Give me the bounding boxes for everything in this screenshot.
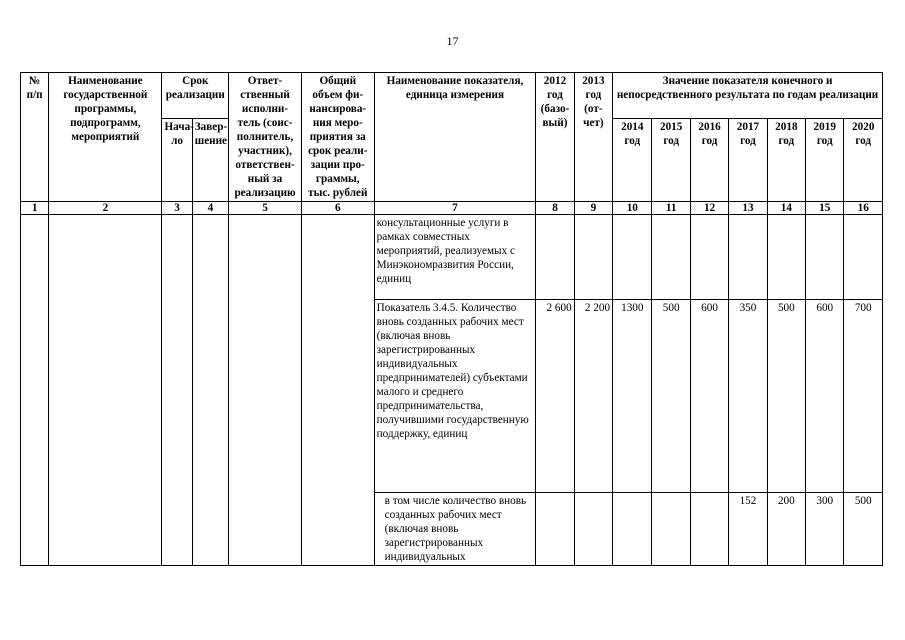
column-number: 3 (162, 202, 192, 215)
header-year-2017: 2017 год (729, 119, 767, 202)
header-responsible: Ответ-ственный исполни-тель (соис-полнитель, участник), ответствен-ный за реализацию (229, 73, 302, 202)
table-row (21, 215, 883, 300)
column-number: 15 (806, 202, 844, 215)
cell-value: 700 (844, 300, 883, 493)
cell-2012 (536, 215, 574, 300)
cell-num (21, 215, 49, 566)
column-number: 8 (536, 202, 574, 215)
cell-2013 (574, 215, 612, 300)
column-number: 12 (690, 202, 728, 215)
header-year-2018: 2018 год (767, 119, 805, 202)
cell-value (767, 215, 805, 300)
header-funding: Общий объем фи-нансирова-ния меро-приятия за срок реали-зации про-граммы, тыс. рублей (301, 73, 374, 202)
cell-value: 1300 (613, 300, 652, 493)
cell-2013 (574, 493, 612, 566)
cell-value: 200 (767, 493, 805, 566)
cell-value (613, 215, 652, 300)
cell-end (192, 215, 228, 566)
cell-value: 500 (767, 300, 805, 493)
column-number: 13 (729, 202, 767, 215)
cell-value (652, 215, 690, 300)
column-number: 1 (21, 202, 49, 215)
column-number: 9 (574, 202, 612, 215)
cell-value: 600 (690, 300, 728, 493)
cell-value: 600 (806, 300, 844, 493)
cell-value: 152 (729, 493, 767, 566)
cell-start (162, 215, 192, 566)
cell-2012 (536, 493, 574, 566)
cell-value: 300 (806, 493, 844, 566)
cell-program (49, 215, 162, 566)
header-end: Завер-шение (192, 119, 228, 202)
cell-value: 500 (652, 300, 690, 493)
column-number-row (21, 202, 883, 215)
column-number: 11 (652, 202, 690, 215)
cell-indicator: Показатель 3.4.5. Количество вновь созданных рабочих мест (включая вновь зарегистрированных индивидуальных предпринимателей) субъектами малого и среднего предпринимательства, получившими государственную поддержку, единиц (374, 300, 536, 493)
indicator-table (20, 72, 883, 566)
cell-value: 350 (729, 300, 767, 493)
cell-value (806, 215, 844, 300)
column-number: 6 (301, 202, 374, 215)
header-year-2019: 2019 год (806, 119, 844, 202)
cell-value (690, 215, 728, 300)
cell-value (729, 215, 767, 300)
header-year-2016: 2016 год (690, 119, 728, 202)
header-num: № п/п (21, 73, 49, 202)
cell-value (613, 493, 652, 566)
cell-2013: 2 200 (574, 300, 612, 493)
header-2012: 2012 год (базо-вый) (536, 73, 574, 202)
header-year-2020: 2020 год (844, 119, 883, 202)
column-number: 10 (613, 202, 652, 215)
header-term: Срок реализации (162, 73, 229, 119)
cell-responsible (229, 215, 302, 566)
header-year-2015: 2015 год (652, 119, 690, 202)
header-start: Нача-ло (162, 119, 192, 202)
cell-value: 500 (844, 493, 883, 566)
header-values: Значение показателя конечного и непосредственного результата по годам реализации (613, 73, 883, 119)
cell-2012: 2 600 (536, 300, 574, 493)
cell-value (652, 493, 690, 566)
column-number: 4 (192, 202, 228, 215)
page-number: 17 (446, 34, 459, 48)
column-number: 16 (844, 202, 883, 215)
column-number: 14 (767, 202, 805, 215)
cell-funding (301, 215, 374, 566)
header-indicator: Наименование показателя, единица измерения (374, 73, 536, 202)
header-year-2014: 2014 год (613, 119, 652, 202)
column-number: 7 (374, 202, 536, 215)
cell-indicator: консультационные услуги в рамках совместных мероприятий, реализуемых с Минэкономразвития России, единиц (374, 215, 536, 300)
cell-value (844, 215, 883, 300)
cell-indicator: в том числе количество вновь созданных рабочих мест (включая вновь зарегистрированных индивидуальных (374, 493, 536, 566)
column-number: 2 (49, 202, 162, 215)
header-2013: 2013 год (от-чет) (574, 73, 612, 202)
header-program: Наименование государственной программы, подпрограмм, мероприятий (49, 73, 162, 202)
cell-value (690, 493, 728, 566)
column-number: 5 (229, 202, 302, 215)
